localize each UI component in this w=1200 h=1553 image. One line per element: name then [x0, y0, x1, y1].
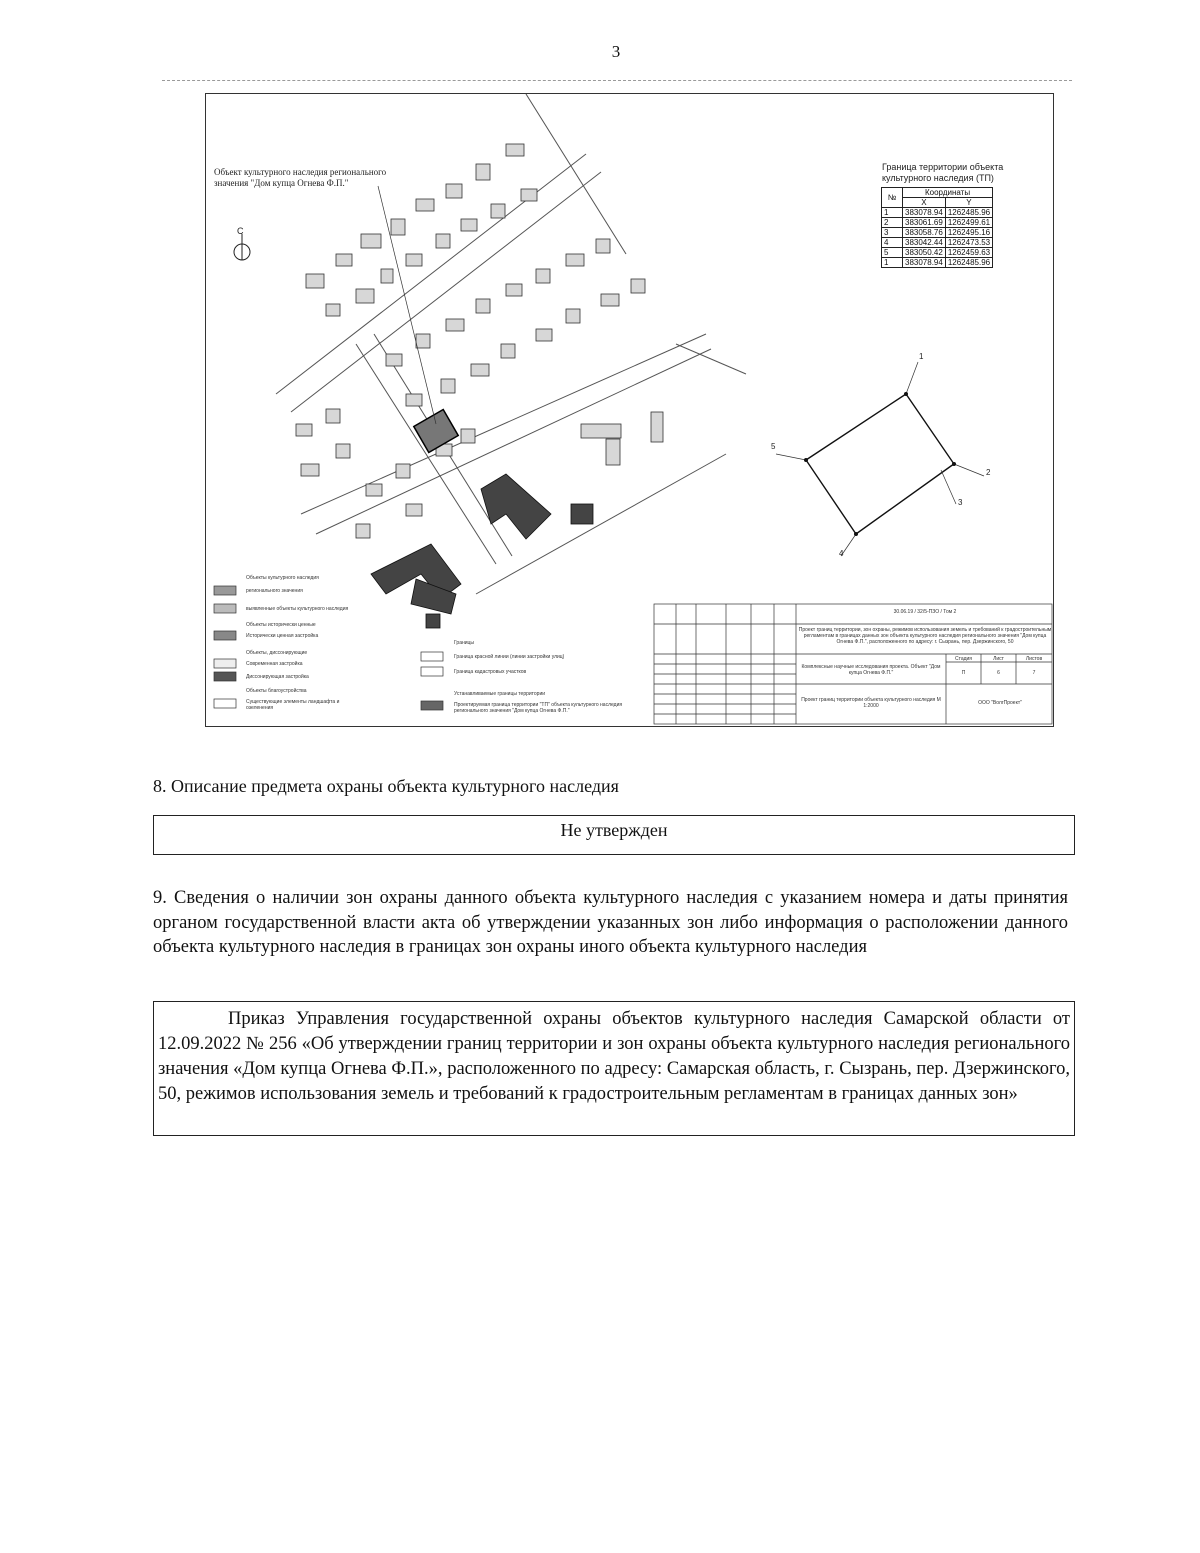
section8-value: Не утвержден — [560, 820, 668, 840]
coord-x: 383058.76 — [903, 228, 946, 238]
legend-heading-dissonant: Объекты, диссонирующие — [246, 650, 308, 656]
point-label-1: 1 — [919, 352, 924, 361]
table-row — [882, 248, 993, 258]
site-plan-map — [205, 93, 1054, 727]
table-row — [882, 238, 993, 248]
legend-heading-borders: Границы — [454, 640, 474, 646]
coord-y: 1262485.96 — [945, 258, 992, 268]
stamp-org: ООО "ВолгПроект" — [978, 700, 1022, 706]
section9-value: Приказ Управления государственной охраны объектов культурного наследия Самарской области от 12.09.2022 № 256 «Об утверждении границ территории и зон охраны объекта культурного наследия регионального значения «Дом купца Огнева Ф.П.», расположенного по адресу: Самарская область, г. Сызрань, пер. Дзержинского, 50, режимов использования земель и требований к градостроительным регламентам в границах данных зон» — [158, 1009, 1070, 1104]
table-row — [882, 258, 993, 268]
coord-n: 1 — [882, 208, 903, 218]
coord-x: 383042.44 — [903, 238, 946, 248]
legend-heading-established: Устанавливаемые границы территории — [454, 691, 546, 697]
legend-item-cadastral: Граница кадастровых участков — [454, 669, 527, 675]
leader-line — [378, 186, 436, 424]
coord-y: 1262499.61 — [945, 218, 992, 228]
section9-heading: 9. Сведения о наличии зон охраны данного объекта культурного наследия с указанием номера и даты принятия органом государственной власти акта об утверждении указанных зон либо информация о расположении данного объекта культурного наследия в границах зон охраны иного объекта культурного наследия — [153, 888, 1068, 957]
stamp-stage-header: Стадия — [954, 656, 973, 662]
buildings — [296, 144, 663, 538]
section8-value-box — [153, 815, 1075, 855]
coordinates-table — [881, 187, 993, 268]
point-label-4: 4 — [839, 549, 844, 558]
coord-y: 1262485.96 — [945, 208, 992, 218]
coord-x: 383061.69 — [903, 218, 946, 228]
north-label: С — [237, 226, 244, 236]
table-row — [882, 218, 993, 228]
point-label-3: 3 — [958, 498, 963, 507]
coord-x: 383050.42 — [903, 248, 946, 258]
legend-heading-landscape: Объекты благоустройства — [246, 688, 307, 694]
north-arrow-icon — [234, 234, 250, 260]
legend-item-projected: Проектируемая граница территории "ТП" объекта культурного наследия регионального значения "Дом купца Огнева Ф.П." — [454, 702, 623, 714]
coord-n: 3 — [882, 228, 903, 238]
page-number: 3 — [611, 42, 621, 61]
section9-value-box — [153, 1001, 1075, 1136]
legend-item-regional: регионального значения — [246, 588, 303, 594]
point-label-2: 2 — [986, 468, 991, 477]
object-label: Объект культурного наследия регионального значения "Дом купца Огнева Ф.П." — [214, 167, 387, 188]
boundary-polygon — [776, 362, 984, 556]
legend-heading-heritage: Объекты культурного наследия — [246, 575, 319, 581]
legend-heading-historic: Объекты исторически ценные — [246, 622, 316, 628]
coord-y: 1262473.53 — [945, 238, 992, 248]
legend-item-historic: Исторически ценная застройка — [246, 633, 319, 639]
coord-y: 1262459.63 — [945, 248, 992, 258]
legend-item-modern: Современная застройка — [246, 661, 303, 667]
section8-heading: 8. Описание предмета охраны объекта культурного наследия — [153, 776, 619, 796]
legend-item-landscape: Существующие элементы ландшафта и озеленения — [246, 699, 340, 711]
coord-n: 1 — [882, 258, 903, 268]
stamp-drawing: Проект границ территории объекта культурного наследия М 1:2000 — [801, 697, 941, 709]
coords-header-num: № — [882, 188, 903, 208]
coord-x: 383078.94 — [903, 258, 946, 268]
stamp-sheet: 6 — [997, 670, 1000, 676]
stamp-code: 30.06.19 / 32/5-ПЗО / Том 2 — [893, 609, 957, 615]
point-label-5: 5 — [771, 442, 776, 451]
coord-n: 2 — [882, 218, 903, 228]
dissonant-buildings — [371, 474, 593, 628]
coord-n: 5 — [882, 248, 903, 258]
legend-item-identified: выявленные объекты культурного наследия — [246, 606, 349, 612]
coord-x: 383078.94 — [903, 208, 946, 218]
stamp-stage: П — [961, 670, 966, 676]
coords-header-coordinates: Координаты — [903, 188, 993, 198]
stamp-sheets-header: Листов — [1025, 656, 1043, 662]
coord-y: 1262495.16 — [945, 228, 992, 238]
table-row — [882, 208, 993, 218]
coordinates-title: Граница территории объекта культурного наследия (ТП) — [882, 162, 1004, 183]
top-divider — [162, 80, 1072, 81]
stamp-complex: Комплексные научные исследования проекта. Объект "Дом купца Огнева Ф.П." — [801, 664, 941, 676]
stamp-project: Проект границ территории, зон охраны, режимов использования земель и требований к градостроительным регламентам в границах данных зон объекта культурного наследия регионального значения "Дом купца Огнева Ф.П.", расположенного по адресу: г. Сызрань, пер. Дзержинского, 50 — [798, 627, 1052, 645]
stamp-sheets: 7 — [1032, 670, 1036, 676]
table-row — [882, 228, 993, 238]
coords-header-y: Y — [945, 198, 992, 208]
coord-n: 4 — [882, 238, 903, 248]
stamp-sheet-header: Лист — [993, 656, 1004, 662]
coords-header-x: X — [903, 198, 946, 208]
legend-item-dissonant: Диссонирующая застройка — [246, 674, 309, 680]
legend-item-red-line: Граница красной линии (линии застройки улиц) — [454, 654, 565, 660]
